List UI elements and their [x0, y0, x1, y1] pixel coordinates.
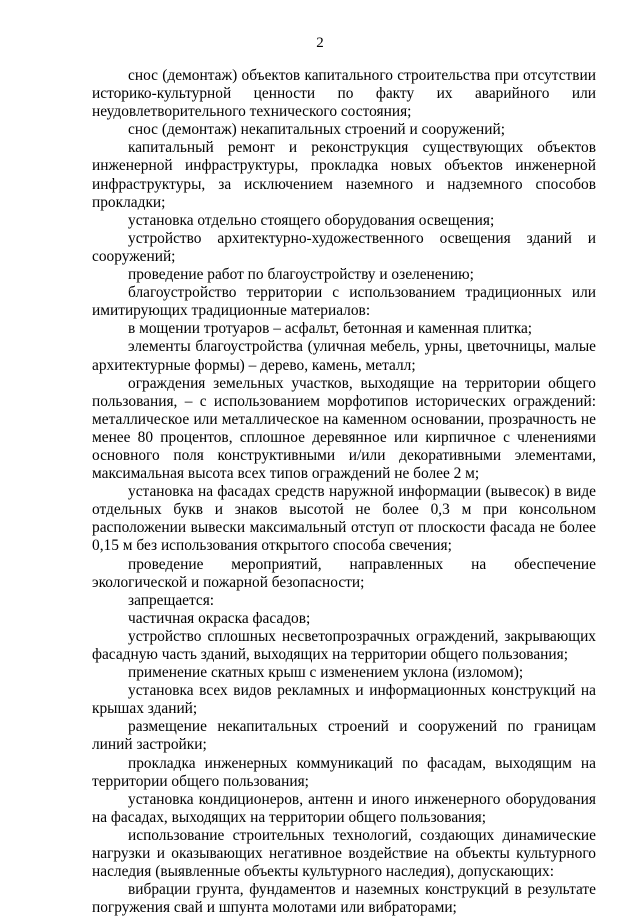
paragraph: снос (демонтаж) объектов капитального строительства при отсутствии историко-культурной ценности по факту их аварийного или неудовлетворительного технического состояния; [92, 67, 596, 121]
paragraph: ограждения земельных участков, выходящие на территории общего пользования, – с использованием морфотипов исторических ограждений: металлическое или металлическое на каменном основании, прозрачность не менее 80 процентов, сплошное деревянное или кирпичное с членениями основного поля конструктивными и/или декоративными элементами, максимальная высота всех типов ограждений не более 2 м; [92, 374, 596, 483]
page-number: 2 [316, 35, 324, 51]
paragraph: установка кондиционеров, антенн и иного инженерного оборудования на фасадах, выходящих на территории общего пользования; [92, 790, 596, 826]
paragraph: благоустройство территории с использованием традиционных или имитирующих традиционные материалов: [92, 284, 596, 320]
paragraph: запрещается: [128, 591, 215, 609]
paragraph: элементы благоустройства (уличная мебель, урны, цветочницы, малые архитектурные формы) – дерево, камень, металл; [92, 338, 596, 374]
paragraph: установка всех видов рекламных и информационных конструкций на крышах зданий; [92, 682, 596, 718]
paragraph: установка на фасадах средств наружной информации (вывесок) в виде отдельных букв и знаков высотой не более 0,3 м при консольном расположении вывески максимальный отступ от плоскости фасада не более 0,15 м без использования открытого способа свечения; [92, 483, 596, 555]
paragraph: проведение работ по благоустройству и озеленению; [128, 266, 474, 284]
paragraph: вибрации грунта, фундаментов и наземных конструкций в результате погружения свай и шпунта молотами или вибраторами; [92, 881, 596, 917]
paragraph: частичная окраска фасадов; [128, 609, 311, 627]
paragraph: капитальный ремонт и реконструкция существующих объектов инженерной инфраструктуры, прокладка новых объектов инженерной инфраструктуры, за исключением наземного и надземного способов прокладки; [92, 139, 596, 211]
paragraph: применение скатных крыш с изменением уклона (изломом); [128, 664, 524, 682]
paragraph: установка отдельно стоящего оборудования освещения; [128, 211, 495, 229]
paragraph: проведение мероприятий, направленных на обеспечение экологической и пожарной безопасности; [92, 555, 596, 591]
paragraph: устройство сплошных несветопрозрачных ограждений, закрывающих фасадную часть зданий, выходящих на территории общего пользования; [92, 627, 596, 663]
document-text-body [92, 67, 596, 917]
paragraph: прокладка инженерных коммуникаций по фасадам, выходящим на территории общего пользования; [92, 754, 596, 790]
paragraph: использование строительных технологий, создающих динамические нагрузки и оказывающих негативное воздействие на объекты культурного наследия (выявленные объекты культурного наследия), допускающих: [92, 826, 596, 881]
paragraph: в мощении тротуаров – асфальт, бетонная и каменная плитка; [128, 320, 533, 338]
paragraph: снос (демонтаж) некапитальных строений и сооружений; [128, 121, 505, 139]
paragraph: размещение некапитальных строений и сооружений по границам линий застройки; [92, 718, 596, 754]
paragraph: устройство архитектурно-художественного освещения зданий и сооружений; [92, 229, 596, 265]
